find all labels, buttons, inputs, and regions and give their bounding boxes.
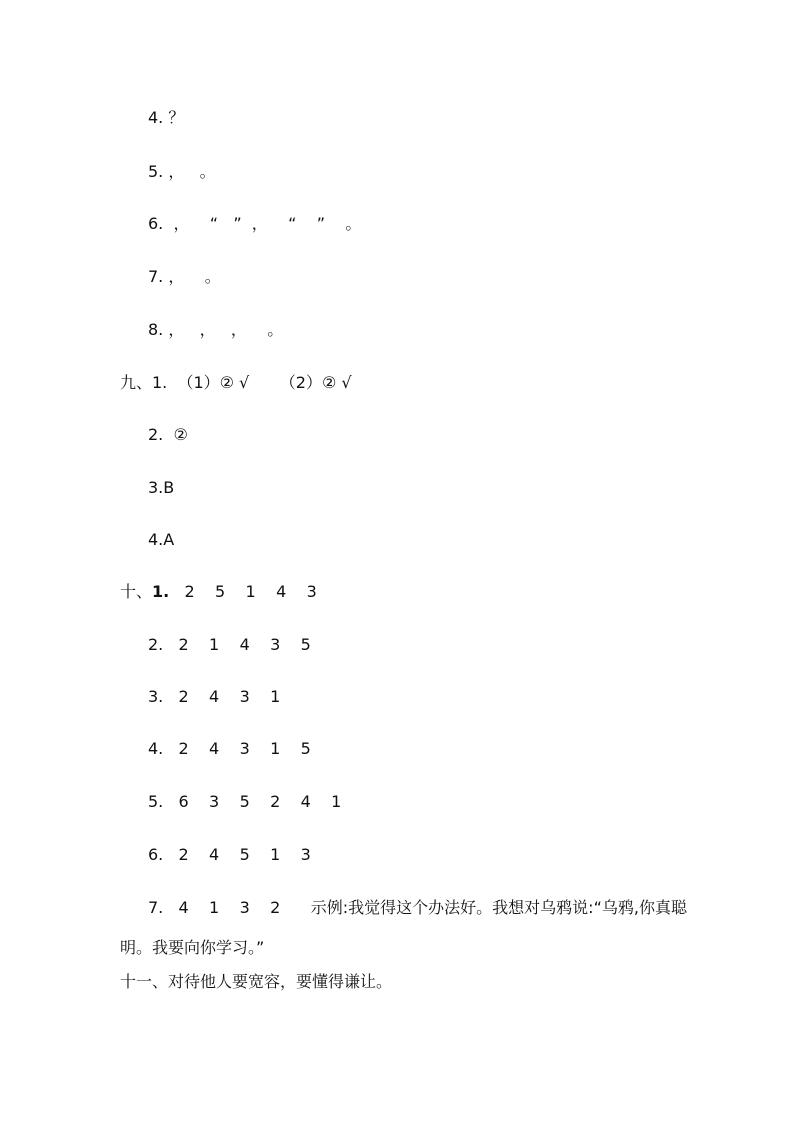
section-10-line-4: 4. 2 4 3 1 5 (148, 739, 311, 758)
section-10-line-2: 2. 2 1 4 3 5 (148, 635, 311, 654)
section-10-line-6: 6. 2 4 5 1 3 (148, 845, 311, 864)
answer-line-5: 5. ， 。 (148, 162, 216, 181)
answer-line-7: 7. ， 。 (148, 267, 221, 286)
section-10-line-5: 5. 6 3 5 2 4 1 (148, 792, 342, 811)
answer-line-6: 6. ， “ ” ， “ ” 。 (148, 214, 362, 233)
section-10-line-1 (120, 582, 317, 602)
section-10-line-3: 3. 2 4 3 1 (148, 687, 281, 706)
section-9-line-2: 2. ② (148, 425, 188, 444)
section-10-sequence: 2 5 1 4 3 (169, 582, 317, 601)
section-10-line-7: 7. 4 1 3 2 示例:我觉得这个办法好。我想对乌鸦说:“乌鸦,你真聪 (148, 898, 687, 917)
section-10-prefix: 十、 (120, 582, 153, 601)
section-9-line-4: 4.A (148, 530, 175, 549)
section-10-line-7-continued: 明。我要向你学习。” (120, 938, 265, 957)
section-9-line-3: 3.B (148, 478, 175, 497)
answer-line-4: 4. ？ (148, 108, 185, 127)
section-10-number: 1. (152, 582, 170, 601)
section-11-line: 十一、对待他人要宽容，要懂得谦让。 (120, 972, 393, 991)
answer-line-8: 8. ， ， ， 。 (148, 320, 284, 339)
section-9-line-1: 九、1. （1）② √ （2）② √ (120, 373, 352, 392)
